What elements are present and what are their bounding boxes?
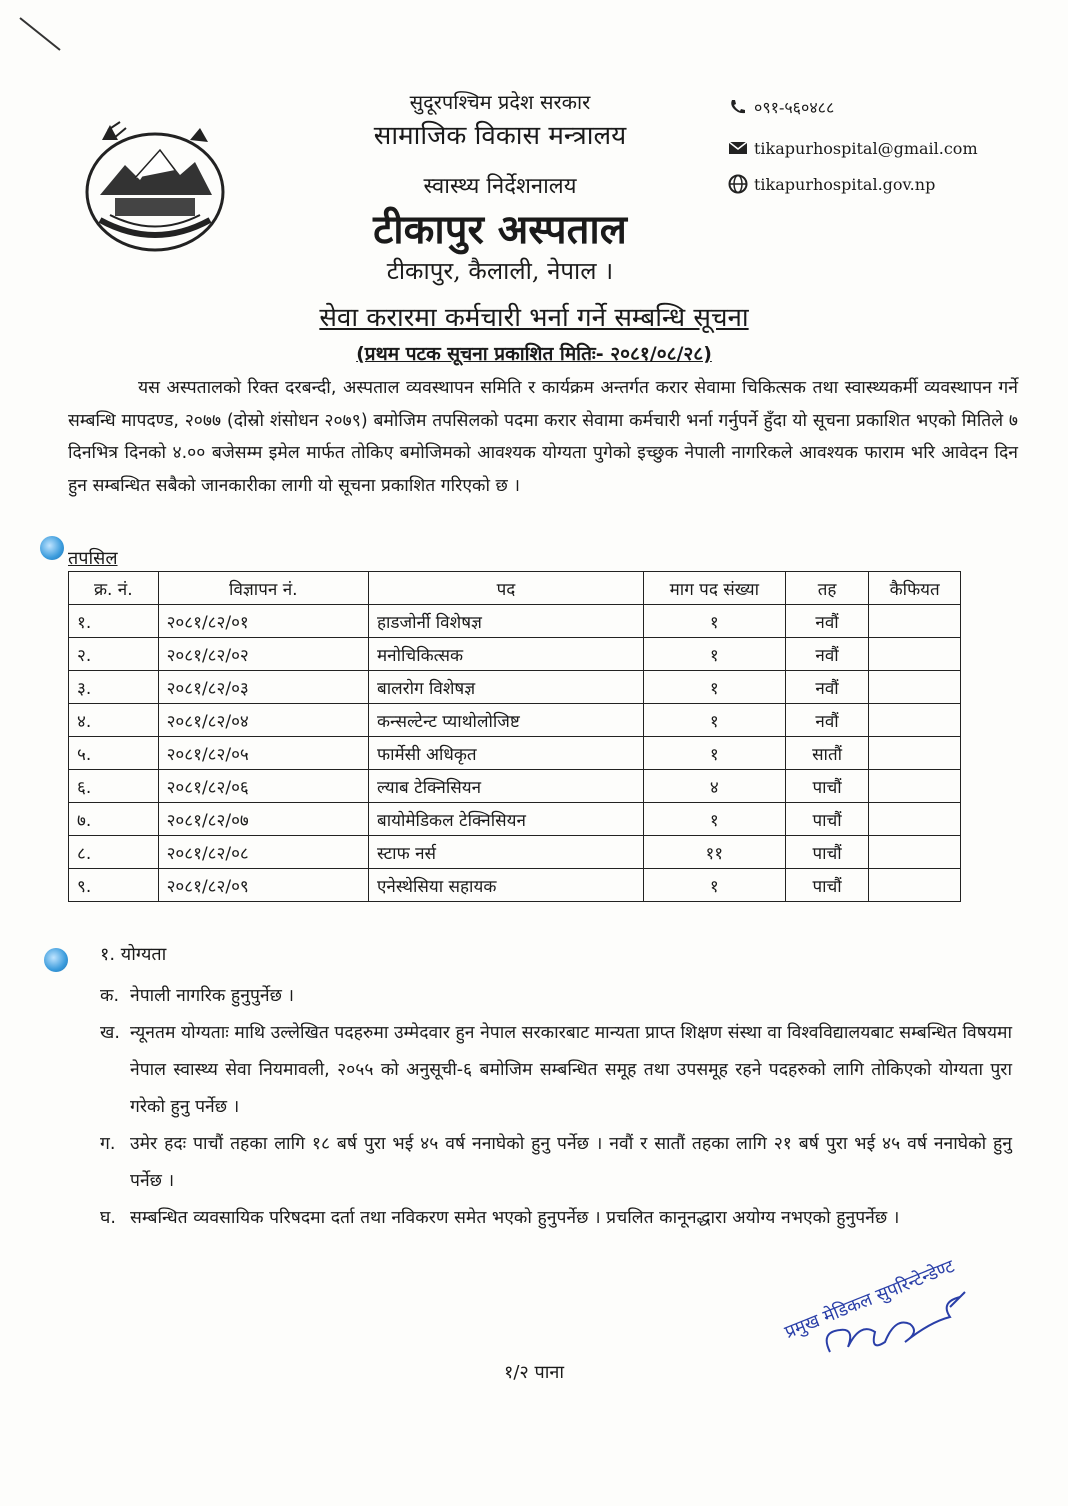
table-cell: एनेस्थेसिया सहायक [369,869,644,902]
table-cell [869,704,961,737]
table-cell: नवौं [785,671,869,704]
col-level: तह [785,572,869,605]
table-header-row [69,572,961,605]
list-item: क. नेपाली नागरिक हुनुपुर्नेछ । [100,986,295,1006]
table-cell [869,737,961,770]
contact-phone [728,96,834,118]
table-cell [869,869,961,902]
table-cell: २०८१/८२/०९ [158,869,368,902]
table-caption: तपसिल [68,548,118,569]
table-cell: ११ [643,836,785,869]
contact-website [728,174,935,194]
table-cell: १ [643,671,785,704]
website-link[interactable]: tikapurhospital.gov.np [754,174,936,194]
qualification-list [100,978,1012,1237]
table-cell: ३. [69,671,159,704]
mail-icon [728,138,748,158]
table-row [69,671,961,704]
table-cell: २०८१/८२/०४ [158,704,368,737]
table-cell [869,671,961,704]
list-item: ख. न्यूनतम योग्यताः माथि उल्लेखित पदहरुमा उम्मेदवार हुन नेपाल सरकारबाट मान्यता प्राप्त शिक्षण संस्था वा विश्वविद्यालयबाट सम्बन्धित विषयमा नेपाल स्वास्थ्य सेवा नियमावली, २०५५ को अनुसूची-६ बमोजिम सम्बन्धित समूह तथा उपसमूह रहने पदहरुको लागि तोकिएको योग्यता पुरा गरेको हुनु पर्नेछ । [100,1023,1012,1117]
table-cell: २०८१/८२/०१ [158,605,368,638]
table-row [69,869,961,902]
table-cell: १. [69,605,159,638]
table-row [69,803,961,836]
col-post: पद [369,572,644,605]
phone-number: ०९१-५६०४८८ [754,98,835,117]
table-cell: ७. [69,803,159,836]
email-link[interactable]: tikapurhospital@gmail.com [754,138,978,158]
table-row [69,605,961,638]
table-cell: पाचौं [785,836,869,869]
punch-hole-icon [44,948,68,972]
notice-subtitle: (प्रथम पटक सूचना प्रकाशित मितिः- २०८१/०८/२८) [356,343,712,365]
table-row [69,770,961,803]
list-item: घ. सम्बन्धित व्यवसायिक परिषदमा दर्ता तथा नविकरण समेत भएको हुनुपर्नेछ । प्रचलित कानूनद्धारा अयोग्य नभएको हुनुपर्नेछ । [100,1208,900,1228]
table-cell: २०८१/८२/०८ [158,836,368,869]
table-cell: कन्सल्टेन्ट प्याथोलोजिष्ट [369,704,644,737]
nepal-emblem-icon [80,120,230,255]
table-cell: ल्याब टेक्निसियन [369,770,644,803]
table-cell: हाडजोर्नी विशेषज्ञ [369,605,644,638]
notice-title: सेवा करारमा कर्मचारी भर्ना गर्ने सम्बन्धि सूचना [319,303,749,333]
table-cell: २०८१/८२/०६ [158,770,368,803]
table-cell: नवौं [785,638,869,671]
table-cell: बायोमेडिकल टेक्निसियन [369,803,644,836]
table-cell: ९. [69,869,159,902]
table-cell: १ [643,605,785,638]
table-cell [869,638,961,671]
table-cell: बालरोग विशेषज्ञ [369,671,644,704]
table-cell: ४ [643,770,785,803]
hospital-name: टीकापुर अस्पताल [373,206,627,253]
table-cell [869,836,961,869]
table-cell: पाचौं [785,869,869,902]
table-cell: १ [643,638,785,671]
province-government: सुदूरपश्चिम प्रदेश सरकार [409,90,591,114]
table-cell: १ [643,704,785,737]
col-count: माग पद संख्या [643,572,785,605]
globe-icon [728,174,748,194]
notice-body: यस अस्पतालको रिक्त दरबन्दी, अस्पताल व्यवस्थापन समिति र कार्यक्रम अन्तर्गत करार सेवामा चिकित्सक तथा स्वास्थ्यकर्मी व्यवस्थापन गर्ने सम्बन्धि मापदण्ड, २०७७ (दोस्रो शंसोधन २०७९) बमोजिम तपसिलको पदमा करार सेवामा कर्मचारी भर्ना गर्नुपर्ने हुँदा यो सूचना प्रकाशित भएको मितिले ७ दिनभित्र दिनको ४.०० बजेसम्म इमेल मार्फत तोकिए बमोजिमको आवश्यक योग्यता पुगेको इच्छुक नेपाली नागरिकले आवश्यक फाराम भरि आवेदन दिन हुन सम्बन्धित सबैको जानकारीका लागी यो सूचना प्रकाशित गरिएको छ । [68,378,1018,496]
contact-email [728,138,978,158]
table-cell: पाचौं [785,803,869,836]
table-cell: मनोचिकित्सक [369,638,644,671]
directorate-name: स्वास्थ्य निर्देशनालय [423,174,577,199]
table-cell: नवौं [785,605,869,638]
table-cell [869,605,961,638]
table-cell: फार्मेसी अधिकृत [369,737,644,770]
table-cell: १ [643,869,785,902]
table-cell [869,770,961,803]
table-row [69,737,961,770]
table-cell: नवौं [785,704,869,737]
table-cell: १ [643,803,785,836]
ministry-name: सामाजिक विकास मन्त्रालय [373,121,627,151]
table-cell: ६. [69,770,159,803]
list-item: ग. उमेर हदः पाचौं तहका लागि १८ बर्ष पुरा भई ४५ वर्ष ननाघेको हुनु पर्नेछ । नवौं र सातौं तहका लागि २१ बर्ष पुरा भई ४५ वर्ष ननाघेको हुनु पर्नेछ । [100,1134,1012,1191]
page-number: १/२ पाना [503,1362,565,1383]
table-cell: २०८१/८२/०५ [158,737,368,770]
hospital-address: टीकापुर, कैलाली, नेपाल । [386,257,614,285]
table-cell: २०८१/८२/०२ [158,638,368,671]
phone-icon [728,97,748,117]
table-cell: सातौं [785,737,869,770]
pen-mark [18,14,68,54]
signature-designation: प्रमुख मेडिकल सुपरिन्टेन्डेण्ट [781,1255,958,1344]
table-cell: ५. [69,737,159,770]
table-cell: ८. [69,836,159,869]
table-cell: स्टाफ नर्स [369,836,644,869]
table-cell: पाचौं [785,770,869,803]
punch-hole-icon [40,536,64,560]
col-remarks: कैफियत [869,572,961,605]
table-row [69,836,961,869]
col-advert-no: विज्ञापन नं. [158,572,368,605]
vacancy-table [68,571,961,902]
col-serial: क्र. नं. [69,572,159,605]
table-row [69,638,961,671]
table-cell: २०८१/८२/०७ [158,803,368,836]
table-row [69,704,961,737]
qualification-heading: १. योग्यता [100,944,167,965]
table-cell [869,803,961,836]
table-cell: १ [643,737,785,770]
table-cell: २०८१/८२/०३ [158,671,368,704]
table-cell: २. [69,638,159,671]
table-cell: ४. [69,704,159,737]
